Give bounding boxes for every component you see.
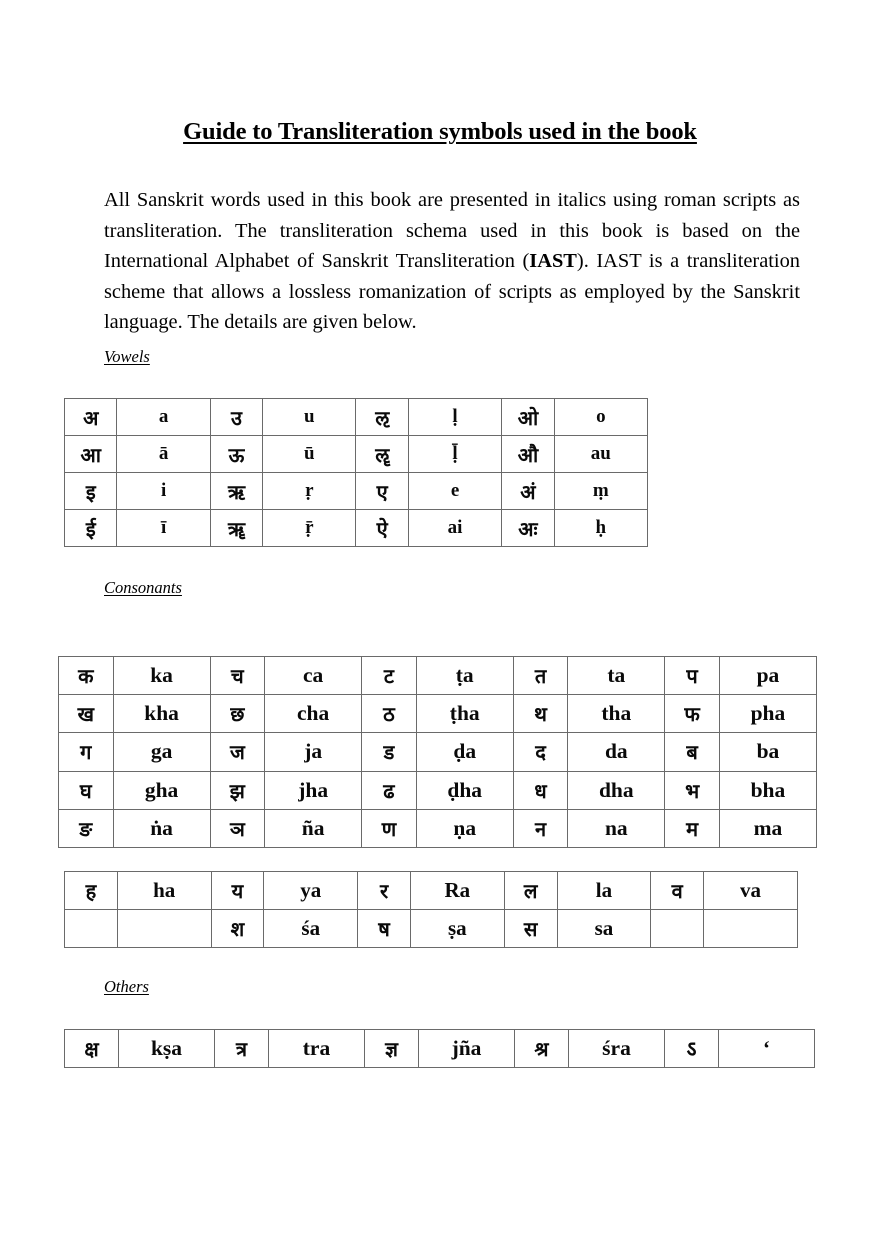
transliteration-cell: ḥ: [554, 510, 647, 547]
devanagari-cell: र: [358, 872, 411, 910]
devanagari-cell: क्ष: [65, 1030, 119, 1068]
table-row: [59, 733, 817, 771]
transliteration-cell: śra: [569, 1030, 665, 1068]
transliteration-cell: ña: [265, 809, 362, 847]
devanagari-cell: व: [651, 872, 704, 910]
devanagari-cell: अं: [502, 473, 554, 510]
devanagari-cell: ऊ: [210, 436, 262, 473]
semivowels-sibilants-table: [64, 871, 798, 948]
transliteration-cell: ū: [263, 436, 356, 473]
others-table: [64, 1029, 815, 1068]
devanagari-cell: क: [59, 657, 114, 695]
table-row: [65, 510, 648, 547]
transliteration-cell: sa: [557, 910, 651, 948]
transliteration-cell: ṝ: [263, 510, 356, 547]
devanagari-cell: श: [211, 910, 264, 948]
devanagari-cell: ञ: [210, 809, 265, 847]
devanagari-cell: घ: [59, 771, 114, 809]
devanagari-cell: ऋ: [210, 473, 262, 510]
transliteration-cell: jha: [265, 771, 362, 809]
transliteration-cell: tra: [269, 1030, 365, 1068]
devanagari-cell: य: [211, 872, 264, 910]
devanagari-cell: झ: [210, 771, 265, 809]
transliteration-cell: pha: [719, 695, 816, 733]
table-row: [65, 910, 798, 948]
transliteration-cell: ka: [113, 657, 210, 695]
transliteration-cell: kṣa: [119, 1030, 215, 1068]
devanagari-cell: छ: [210, 695, 265, 733]
devanagari-cell: ध: [513, 771, 568, 809]
devanagari-cell: ए: [356, 473, 408, 510]
transliteration-cell: kha: [113, 695, 210, 733]
transliteration-cell: ca: [265, 657, 362, 695]
section-label-consonants: Consonants: [104, 578, 182, 597]
transliteration-cell: ṅa: [113, 809, 210, 847]
devanagari-cell: त: [513, 657, 568, 695]
devanagari-cell: त्र: [215, 1030, 269, 1068]
transliteration-cell: ā: [117, 436, 210, 473]
transliteration-cell: da: [568, 733, 665, 771]
devanagari-cell: ट: [362, 657, 417, 695]
transliteration-cell: ṣa: [410, 910, 504, 948]
consonants-table: [58, 656, 817, 848]
table-row: [59, 809, 817, 847]
table-row: [65, 399, 648, 436]
devanagari-cell: ह: [65, 872, 118, 910]
transliteration-cell: e: [408, 473, 501, 510]
devanagari-cell: ख: [59, 695, 114, 733]
transliteration-cell: bha: [719, 771, 816, 809]
transliteration-cell: ya: [264, 872, 358, 910]
table-row: [65, 473, 648, 510]
vowels-table: [64, 398, 648, 547]
devanagari-cell: ब: [665, 733, 720, 771]
transliteration-cell: ga: [113, 733, 210, 771]
transliteration-cell: ai: [408, 510, 501, 547]
iast-acronym: IAST: [529, 250, 577, 273]
transliteration-cell: pa: [719, 657, 816, 695]
devanagari-cell: इ: [65, 473, 117, 510]
devanagari-cell: ॡ: [356, 436, 408, 473]
transliteration-cell: u: [263, 399, 356, 436]
devanagari-cell: उ: [210, 399, 262, 436]
table-row: [59, 771, 817, 809]
transliteration-cell: va: [704, 872, 798, 910]
page-title: Guide to Transliteration symbols used in the book: [183, 118, 697, 146]
transliteration-cell: ta: [568, 657, 665, 695]
transliteration-cell: na: [568, 809, 665, 847]
transliteration-cell: ha: [117, 872, 211, 910]
table-row: [59, 657, 817, 695]
devanagari-cell: ओ: [502, 399, 554, 436]
transliteration-cell: ma: [719, 809, 816, 847]
intro-paragraph: [104, 185, 800, 337]
transliteration-cell: śa: [264, 910, 358, 948]
devanagari-cell: श्र: [515, 1030, 569, 1068]
transliteration-cell: ṇa: [416, 809, 513, 847]
devanagari-cell: ष: [358, 910, 411, 948]
transliteration-cell: ḹ: [408, 436, 501, 473]
devanagari-cell: ङ: [59, 809, 114, 847]
devanagari-cell: ऌ: [356, 399, 408, 436]
transliteration-cell: [117, 910, 211, 948]
devanagari-cell: ज्ञ: [365, 1030, 419, 1068]
transliteration-cell: cha: [265, 695, 362, 733]
intro-text-part2: ). IAST is a transliteration scheme that allows a lossless romanization of scripts as employed by the Sanskrit language. The details are given below.: [104, 250, 800, 334]
transliteration-cell: la: [557, 872, 651, 910]
transliteration-cell: Ra: [410, 872, 504, 910]
devanagari-cell: भ: [665, 771, 720, 809]
table-row: [65, 872, 798, 910]
table-row: [65, 1030, 815, 1068]
transliteration-cell: dha: [568, 771, 665, 809]
apostrophe-cell: ‘: [719, 1030, 815, 1068]
devanagari-cell: अ: [65, 399, 117, 436]
transliteration-cell: ba: [719, 733, 816, 771]
table-row: [65, 436, 648, 473]
transliteration-cell: tha: [568, 695, 665, 733]
devanagari-cell: म: [665, 809, 720, 847]
transliteration-cell: ī: [117, 510, 210, 547]
transliteration-cell: ṭha: [416, 695, 513, 733]
devanagari-cell: आ: [65, 436, 117, 473]
transliteration-cell: ḍa: [416, 733, 513, 771]
devanagari-cell: स: [504, 910, 557, 948]
transliteration-cell: ṭa: [416, 657, 513, 695]
transliteration-cell: ṛ: [263, 473, 356, 510]
devanagari-cell: ऐ: [356, 510, 408, 547]
avagraha-cell: ऽ: [665, 1030, 719, 1068]
devanagari-cell: न: [513, 809, 568, 847]
transliteration-cell: jña: [419, 1030, 515, 1068]
transliteration-cell: i: [117, 473, 210, 510]
transliteration-cell: ḷ: [408, 399, 501, 436]
devanagari-cell: ठ: [362, 695, 417, 733]
devanagari-cell: [651, 910, 704, 948]
devanagari-cell: ण: [362, 809, 417, 847]
devanagari-cell: थ: [513, 695, 568, 733]
transliteration-cell: a: [117, 399, 210, 436]
devanagari-cell: ई: [65, 510, 117, 547]
devanagari-cell: औ: [502, 436, 554, 473]
section-label-vowels: Vowels: [104, 347, 150, 366]
devanagari-cell: ढ: [362, 771, 417, 809]
section-label-others: Others: [104, 977, 149, 996]
transliteration-cell: gha: [113, 771, 210, 809]
devanagari-cell: प: [665, 657, 720, 695]
devanagari-cell: च: [210, 657, 265, 695]
devanagari-cell: अः: [502, 510, 554, 547]
devanagari-cell: ड: [362, 733, 417, 771]
devanagari-cell: ज: [210, 733, 265, 771]
devanagari-cell: द: [513, 733, 568, 771]
devanagari-cell: फ: [665, 695, 720, 733]
transliteration-cell: au: [554, 436, 647, 473]
devanagari-cell: ल: [504, 872, 557, 910]
transliteration-cell: ṃ: [554, 473, 647, 510]
transliteration-cell: ḍha: [416, 771, 513, 809]
devanagari-cell: ॠ: [210, 510, 262, 547]
intro-text-part1: All Sanskrit words used in this book are presented in italics using roman scripts as transliteration. The transliteration schema used in this book is based on the International Alphabet of Sanskrit Transliteration (: [104, 189, 800, 273]
devanagari-cell: ग: [59, 733, 114, 771]
transliteration-cell: ja: [265, 733, 362, 771]
transliteration-cell: o: [554, 399, 647, 436]
table-row: [59, 695, 817, 733]
devanagari-cell: [65, 910, 118, 948]
transliteration-cell: [704, 910, 798, 948]
